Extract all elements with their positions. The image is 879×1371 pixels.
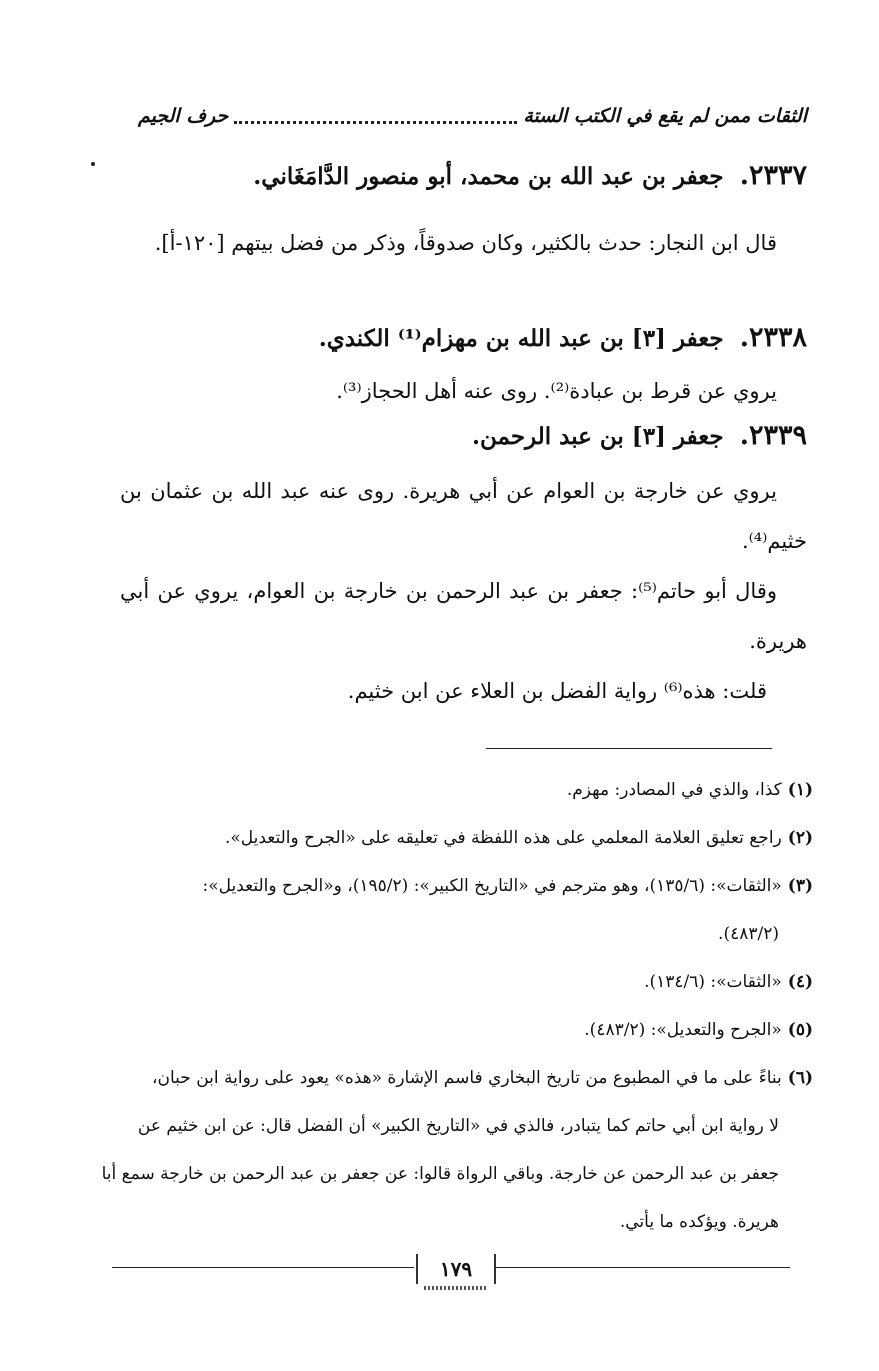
footnote [100,766,813,814]
footnote-text: بناءً على ما في المطبوع من تاريخ البخاري فاسم الإشارة «هذه» يعود على رواية ابن حبان، [152,1068,782,1088]
footnote-separator [486,748,772,749]
footnotes [100,766,813,1246]
footnote-text: راجع تعليق العلامة المعلمي على هذه اللفظة في تعليقه على «الجرح والتعديل». [224,828,782,848]
entry-number: ٢٣٣٩. [739,420,807,451]
footnote [100,1006,813,1054]
footnote [100,814,813,862]
footnote-number: (٢) [787,828,813,848]
footnote-number: (٥) [787,1020,813,1040]
header-chapter: حرف الجيم [138,105,229,127]
entry-paragraph: يروي عن خارجة بن العوام عن أبي هريرة. روى عنه عبد الله بن عثمان بن خثيم⁽⁴⁾. [120,479,807,553]
stray-dot [91,162,95,166]
entry-number: ٢٣٣٧. [739,160,807,191]
footnote-number: (٦) [787,1068,813,1088]
header-dot-leader [234,121,517,124]
entry-number: ٢٣٣٨. [739,322,807,353]
entry-heading [253,160,807,191]
entry-paragraph: يروي عن قرط بن عبادة⁽²⁾. روى عنه أهل الحجاز⁽³⁾. [336,379,777,403]
header-book-title: الثقات ممن لم يقع في الكتب الستة [523,105,807,127]
entry-paragraph: قال ابن النجار: حدث بالكثير، وكان صدوقاً، وذكر من فضل بيتهم [١٢٠-أ]. [154,231,777,255]
running-header [138,100,807,132]
footnote-text: كذا، والذي في المصادر: مهزم. [566,780,782,800]
entry-heading [319,322,807,353]
footnote [100,958,813,1006]
footer-rule-left [112,1267,414,1268]
entry-paragraph: وقال أبو حاتم⁽⁵⁾: جعفر بن عبد الرحمن بن خارجة بن العوام، يروي عن أبي هريرة. [120,579,807,653]
footnote-continuation: (٤٨٣/٢). [718,924,779,944]
entry-heading [472,420,807,451]
page-number: ١٧٩ [416,1254,496,1284]
footnote [100,1054,813,1246]
footnote-number: (١) [787,780,813,800]
entry-paragraph: قلت: هذه⁽⁶⁾ رواية الفضل بن العلاء عن ابن خثيم. [347,679,767,703]
entry-name: جعفر بن عبد الله بن محمد، أبو منصور الدَّامَغَاني. [253,163,724,190]
footnote-number: (٤) [787,972,813,992]
entry-name: جعفر [٣] بن عبد الرحمن. [472,423,724,450]
entry-name: جعفر [٣] بن عبد الله بن مهزام⁽¹⁾ الكندي. [318,325,724,352]
footnote-text: «الثقات»: (١٣٥/٦)، وهو مترجم في «التاريخ الكبير»: (١٩٥/٢)، و«الجرح والتعديل»: [202,876,782,896]
footer-rule-right [494,1267,790,1268]
footnote [100,862,813,958]
footnote-number: (٣) [787,876,813,896]
footnote-text: «الثقات»: (١٣٤/٦). [644,972,782,992]
footnote-text: «الجرح والتعديل»: (٤٨٣/٢). [584,1020,782,1040]
footnote-continuation: لا رواية ابن أبي حاتم كما يتبادر، فالذي في «التاريخ الكبير» أن الفضل قال: عن ابن خثيم عن جعفر بن عبد الرحمن عن خارجة. وباقي الرواة قالوا: عن جعفر بن عبد الرحمن بن خارجة سمع أبا هريرة. ويؤكده ما يأتي. [101,1116,779,1232]
